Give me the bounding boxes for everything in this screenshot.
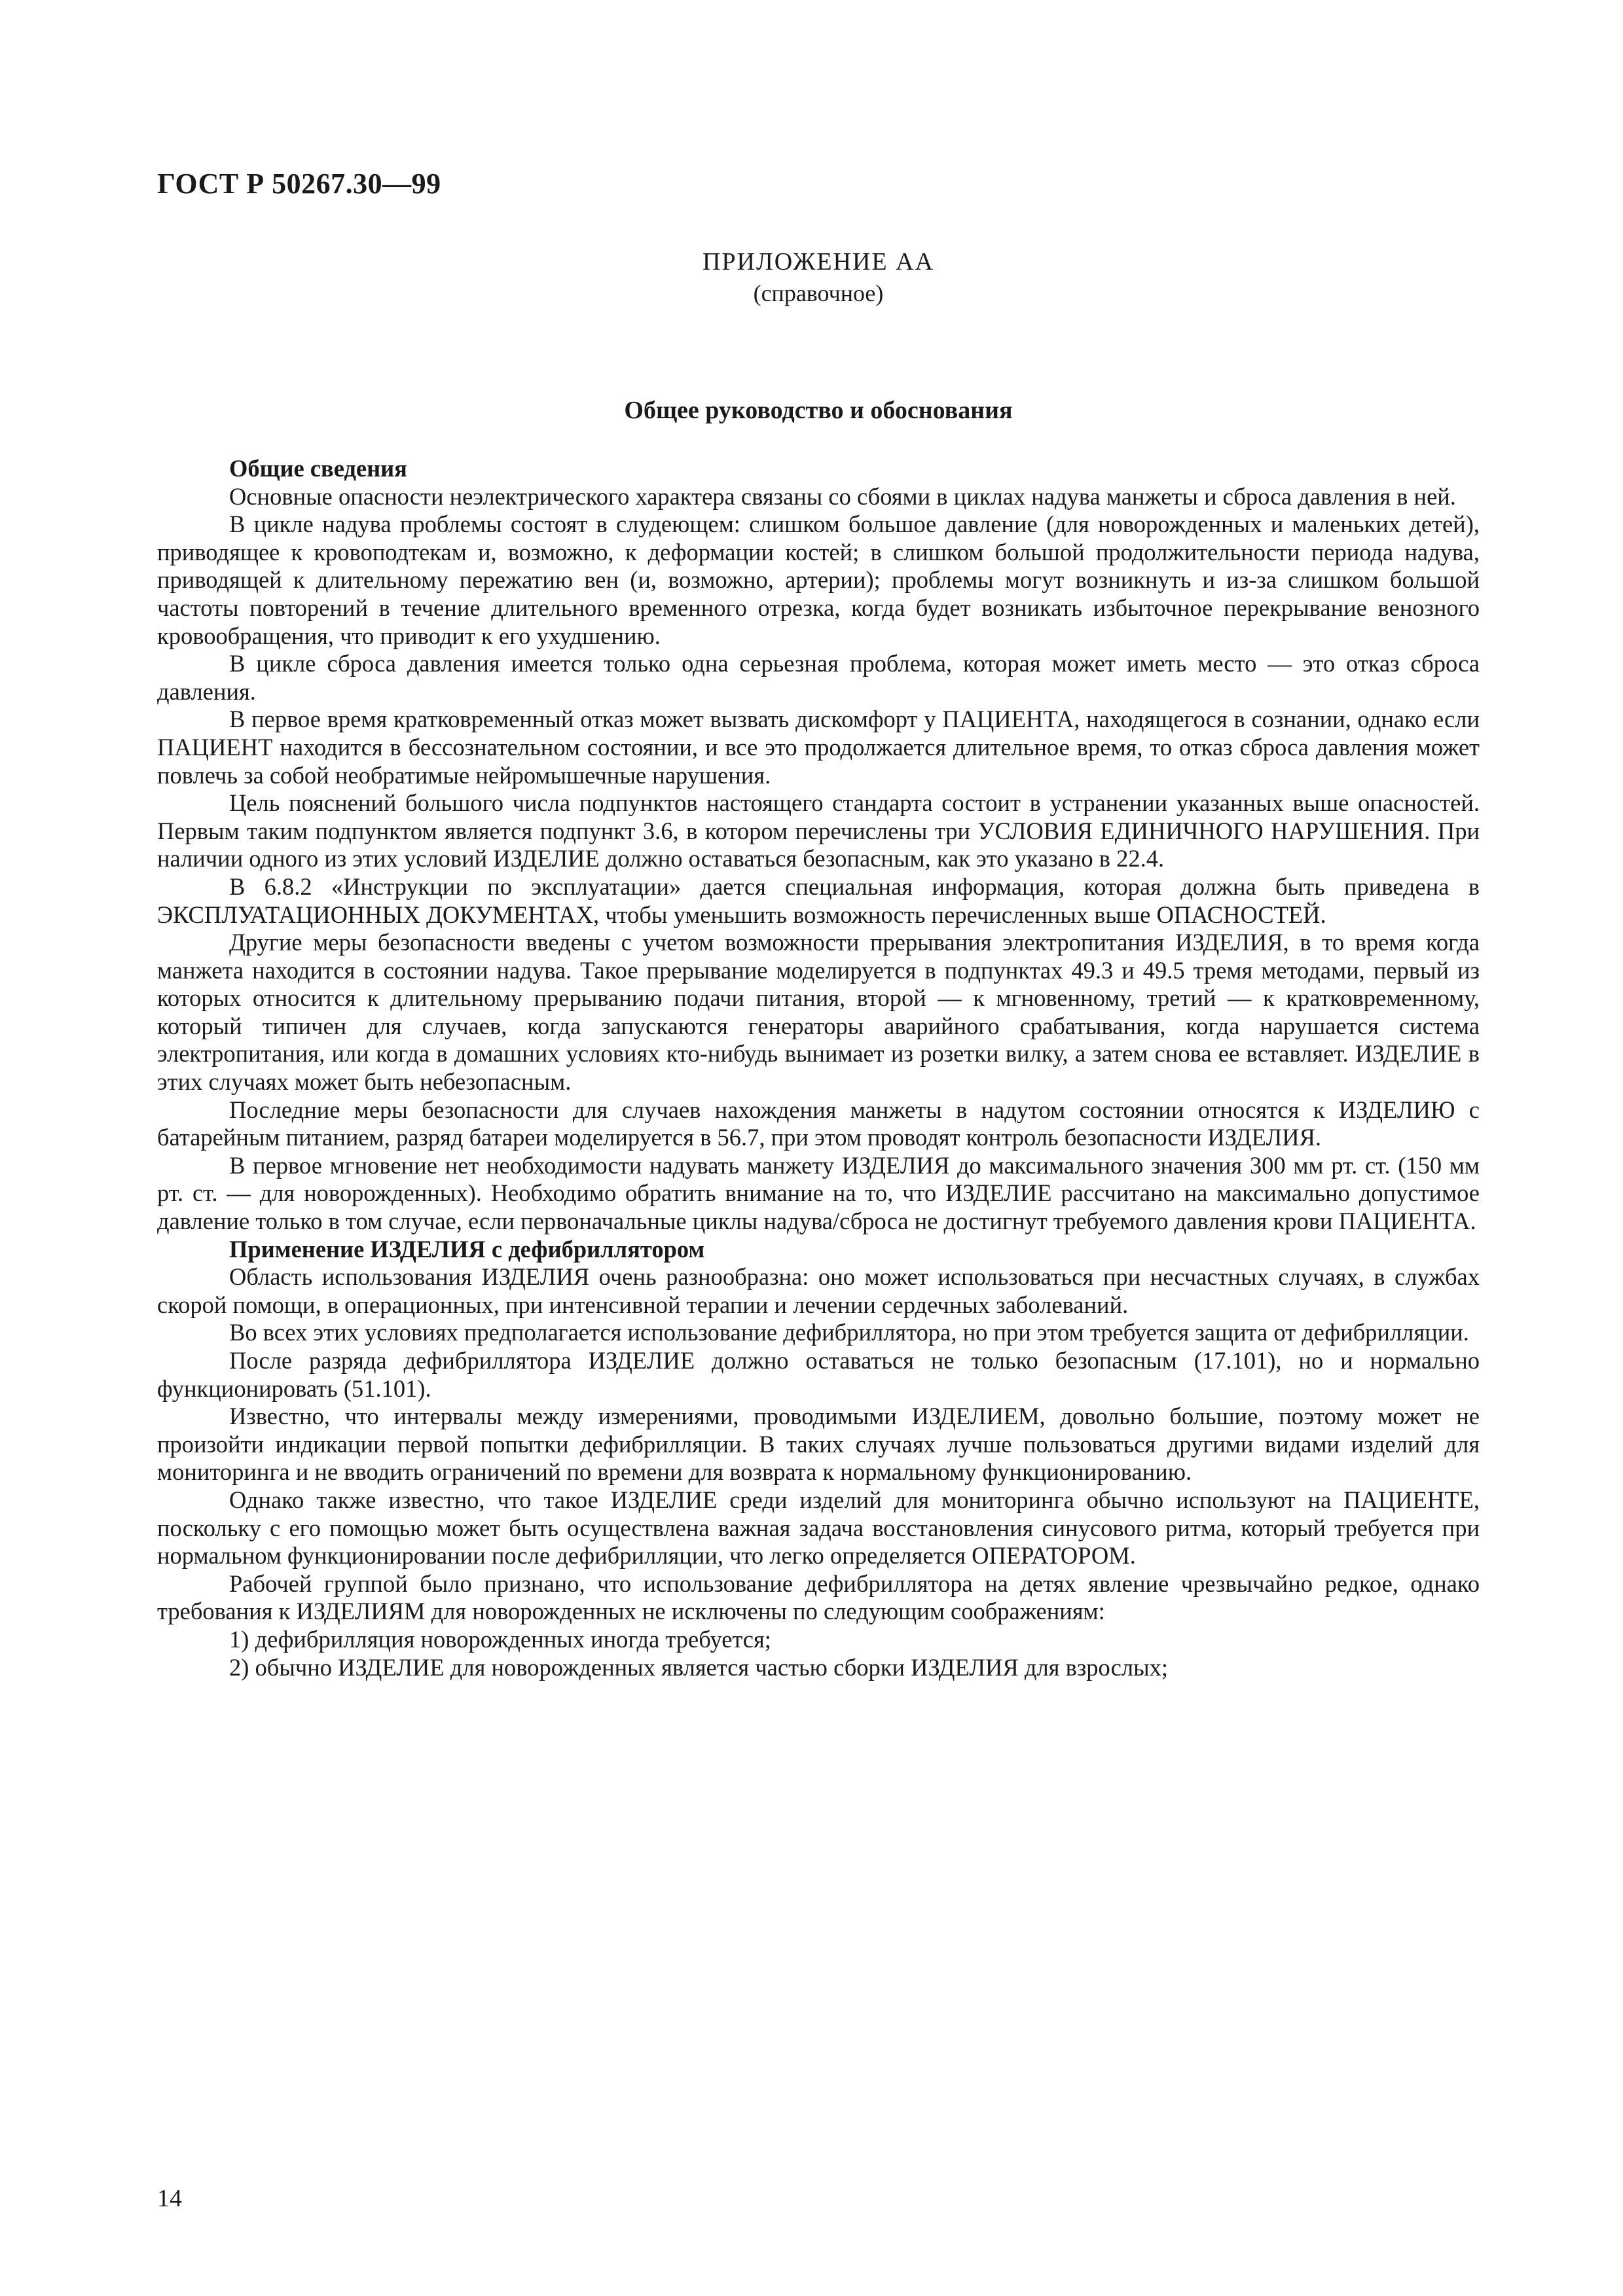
paragraph: Основные опасности неэлектрического характера связаны со сбоями в циклах надува манжеты и сброса давления в ней. [229, 482, 1456, 510]
document-code-header: ГОСТ Р 50267.30—99 [157, 168, 441, 200]
appendix-block [157, 245, 1480, 308]
paragraph: В первое время кратковременный отказ может вызвать дискомфорт у ПАЦИЕНТА, находящегося в сознании, однако если ПАЦИЕНТ находится в бессознательном состоянии, и все это продолжается длительное время, то отказ сброса давления может повлечь за собой необратимые нейромышечные нарушения. [157, 706, 1480, 789]
appendix-title: ПРИЛОЖЕНИЕ АА [702, 248, 935, 276]
paragraph: Однако также известно, что такое ИЗДЕЛИЕ среди изделий для мониторинга обычно используют на ПАЦИЕНТЕ, поскольку с его помощью может быть осуществлена важная задача восстановления синусового ритма, который требуется при нормальном функционировании после дефибрилляции, что легко определяется ОПЕРАТОРОМ. [157, 1486, 1480, 1570]
body-text [157, 455, 1480, 1681]
paragraph: Известно, что интервалы между измерениями, проводимыми ИЗДЕЛИЕМ, довольно большие, поэтому может не произойти индикации первой попытки дефибрилляции. В таких случаях лучше пользоваться другими видами изделий для мониторинга и не вводить ограничений по времени для возврата к нормальному функционированию. [157, 1403, 1480, 1486]
list-item: 1) дефибрилляция новорожденных иногда требуется; [229, 1625, 771, 1653]
paragraph: В цикле надува проблемы состоят в слудеющем: слишком большое давление (для новорожденных и маленьких детей), приводящее к кровоподтекам и, возможно, к деформации костей; в слишком большой продолжительности периода надува, приводящей к длительному пережатию вен (и, возможно, артерии); проблемы могут возникнуть и из-за слишком большой частоты повторений в течение длительного временного отрезка, когда будет возникать избыточное перекрывание венозного кровообращения, что приводит к его ухудшению. [157, 511, 1480, 649]
paragraph: Область использования ИЗДЕЛИЯ очень разнообразна: оно может использоваться при несчастных случаях, в службах скорой помощи, в операционных, при интенсивной терапии и лечении сердечных заболеваний. [157, 1263, 1480, 1318]
paragraph: Цель пояснений большого числа подпунктов настоящего стандарта состоит в устранении указанных выше опасностей. Первым таким подпунктом является подпункт 3.6, в котором перечислены три УСЛОВИЯ ЕДИНИЧНОГО НАРУШЕНИЯ. При наличии одного из этих условий ИЗДЕЛИЕ должно оставаться безопасным, как это указано в 22.4. [157, 789, 1480, 872]
paragraph: Последние меры безопасности для случаев нахождения манжеты в надутом состоянии относятся к ИЗДЕЛИЮ с батарейным питанием, разряд батареи моделируется в 56.7, при этом проводят контроль безопасности ИЗДЕЛИЯ. [157, 1096, 1480, 1151]
document-page [157, 167, 1480, 2229]
section-heading: Общее руководство и обоснования [624, 397, 1013, 424]
paragraph: В первое мгновение нет необходимости надувать манжету ИЗДЕЛИЯ до максимального значения 300 мм рт. ст. (150 мм рт. ст. — для новорожденных). Необходимо обратить внимание на то, что ИЗДЕЛИЕ рассчитано на максимально допустимое давление только в том случае, если первоначальные циклы надува/сброса не достигнут требуемого давления крови ПАЦИЕНТА. [157, 1151, 1480, 1235]
subheading-general: Общие сведения [229, 455, 407, 482]
list-item: 2) обычно ИЗДЕЛИЕ для новорожденных является частью сборки ИЗДЕЛИЯ для взрослых; [229, 1653, 1168, 1681]
page-number: 14 [157, 2185, 182, 2212]
paragraph: В 6.8.2 «Инструкции по эксплуатации» дается специальная информация, которая должна быть приведена в ЭКСПЛУАТАЦИОННЫХ ДОКУМЕНТАХ, чтобы уменьшить возможность перечисленных выше ОПАСНОСТЕЙ. [157, 872, 1480, 928]
paragraph: После разряда дефибриллятора ИЗДЕЛИЕ должно оставаться не только безопасным (17.101), но и нормально функционировать (51.101). [157, 1347, 1480, 1402]
paragraph: Во всех этих условиях предполагается использование дефибриллятора, но при этом требуется защита от дефибрилляции. [229, 1319, 1469, 1346]
paragraph: Рабочей группой было признано, что использование дефибриллятора на детях явление чрезвычайно редкое, однако требования к ИЗДЕЛИЯМ для новорожденных не исключены по следующим соображениям: [157, 1570, 1480, 1625]
appendix-note: (справочное) [753, 280, 884, 306]
subheading-defibrillator: Применение ИЗДЕЛИЯ с дефибриллятором [229, 1235, 705, 1263]
paragraph: В цикле сброса давления имеется только одна серьезная проблема, которая может иметь место — это отказ сброса давления. [157, 650, 1480, 705]
paragraph: Другие меры безопасности введены с учетом возможности прерывания электропитания ИЗДЕЛИЯ, в то время когда манжета находится в состоянии надува. Такое прерывание моделируется в подпунктах 49.3 и 49.5 тремя методами, первый из которых относится к длительному прерыванию подачи питания, второй — к мгновенному, третий — к кратковременному, который типичен для случаев, когда запускаются генераторы аварийного срабатывания, когда нарушается система электропитания, или когда в домашних условиях кто-нибудь вынимает из розетки вилку, а затем снова ее вставляет. ИЗДЕЛИЕ в этих случаях может быть небезопасным. [157, 929, 1480, 1096]
